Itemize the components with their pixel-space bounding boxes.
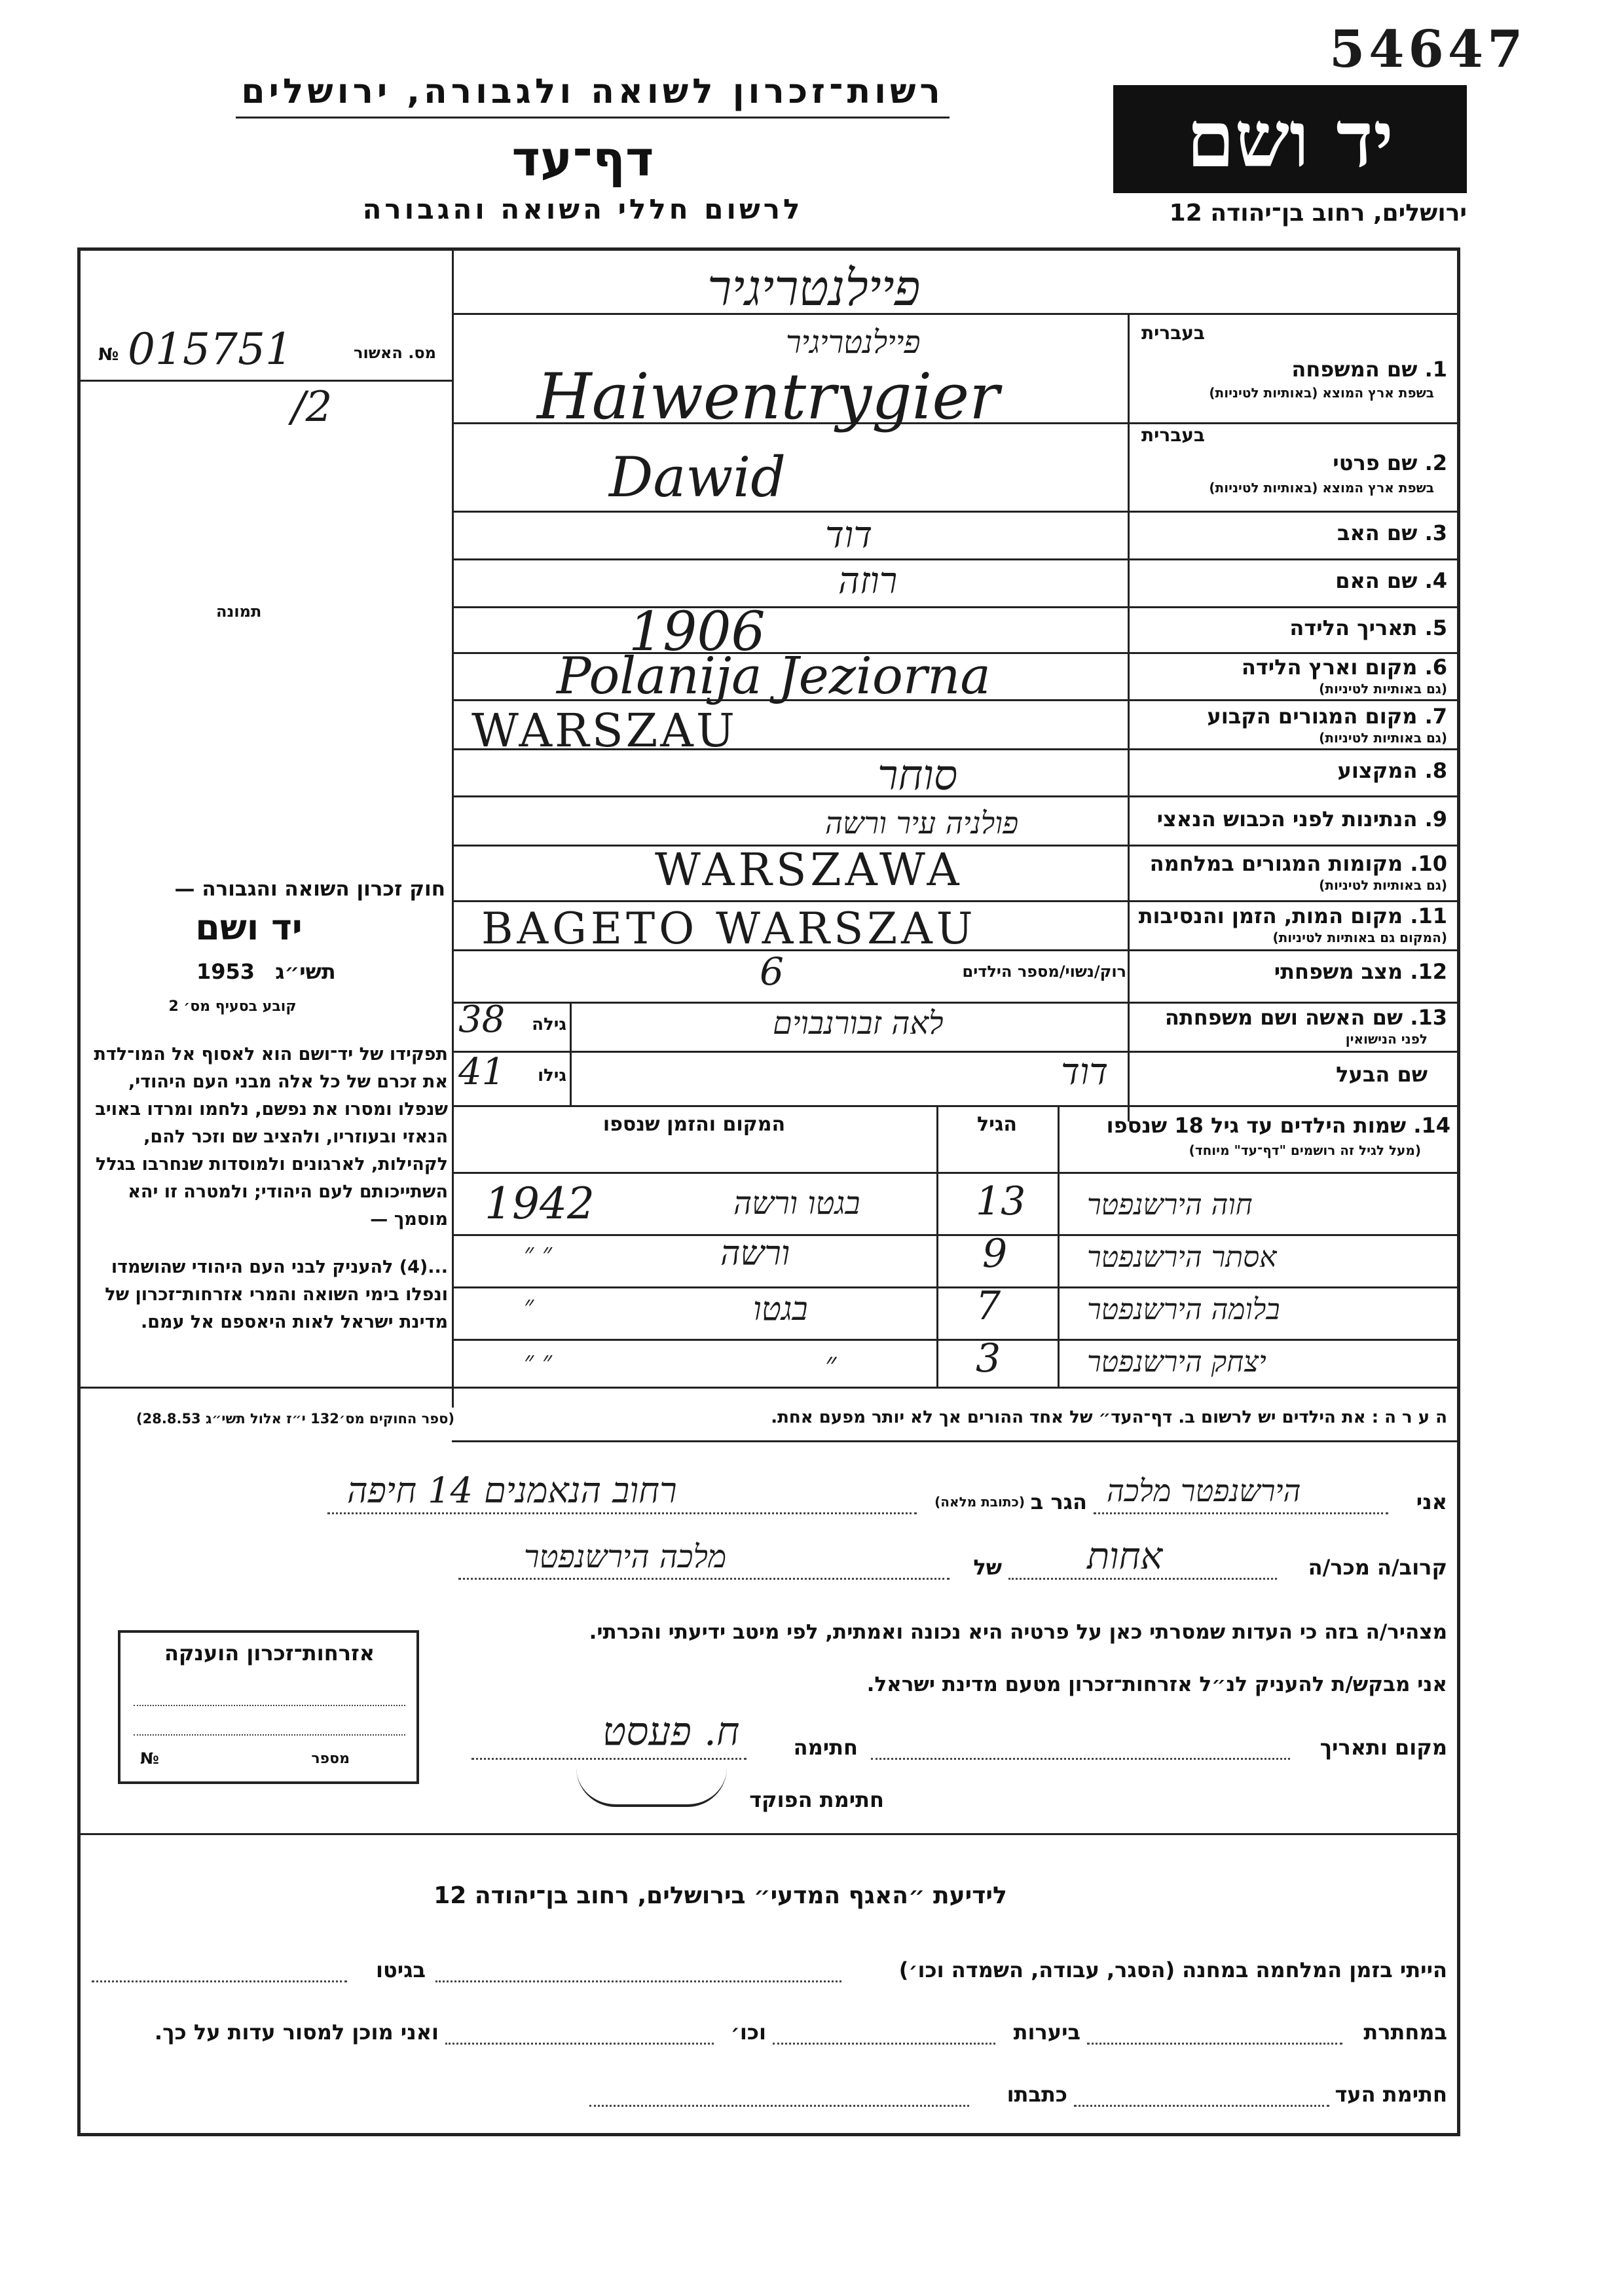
decl-official-sig: חתימת הפוקד (749, 1787, 884, 1812)
children-col-name-divider (1058, 1105, 1060, 1387)
bottom-line2-c: וכו׳ (730, 2020, 766, 2045)
field-8-number: 8. (1424, 758, 1447, 783)
children-sub: (מעל לגיל זה רושמים "דף־עד" מיוחד) (1189, 1142, 1421, 1158)
address: ירושלים, רחוב בן־יהודה 12 (1169, 200, 1467, 227)
field-4-label (1139, 568, 1447, 593)
children-col-place: המקום והזמן שנספו (602, 1113, 786, 1136)
law-ref: (ספר החוקים מס׳132 י״ז אלול תשי״ג 28.8.53) (136, 1411, 454, 1427)
field-6-sub: (גם באותיות לטיניות) (1319, 681, 1447, 697)
children-text: שמות הילדים עד גיל 18 שנספו (1106, 1113, 1407, 1138)
child-place: בגטו ורשה (733, 1185, 860, 1222)
field-line (452, 511, 1460, 513)
field-3-value: דוד (825, 514, 873, 556)
field-10-text: מקומות המגורים במלחמה (1149, 851, 1403, 876)
citizenship-box-number: מספר (311, 1751, 350, 1767)
field-1-label (1139, 357, 1447, 382)
name-top: פיילנטריגיר (707, 259, 921, 317)
bottom-line1-b: בגיטו (376, 1958, 426, 1982)
field-5-text: תאריך הלידה (1289, 615, 1418, 640)
field-10-label (1139, 851, 1447, 876)
official-signature-mark (576, 1764, 727, 1807)
child-place: בגטו (753, 1290, 808, 1328)
child-name: אסתר הירשנפטר (1087, 1241, 1277, 1274)
decl-address-value: רחוב הנאמנים 14 חיפה (347, 1470, 677, 1511)
form-title: דף־עד (511, 131, 654, 187)
bottom-line2-d: ואני מוכן למסור עדות על כך. (154, 2020, 439, 2045)
field-1-text: שם המשפחה (1291, 357, 1418, 382)
field-8-text: המקצוע (1337, 758, 1418, 783)
husband-label: שם הבעל (1336, 1062, 1428, 1087)
decl-place-date: מקום ותאריך (1320, 1735, 1447, 1760)
yad-vashem-logo (1113, 85, 1467, 193)
child-age: 7 (976, 1283, 1001, 1329)
law-section: קובע בסעיף מס׳ 2 (168, 998, 297, 1015)
field-7-text: מקום המגורים הקבוע (1207, 704, 1418, 729)
field-line (452, 1051, 1460, 1053)
bottom-line2-a: במחתרת (1363, 2020, 1447, 2045)
field-line (452, 558, 1460, 560)
bottom-line2-b: ביערות (1013, 2020, 1080, 2045)
bottom-title: לידיעת ״האגף המדעי״ בירושלים, רחוב בן־יהודה 12 (434, 1882, 1007, 1909)
field-6-text: מקום וארץ הלידה (1241, 655, 1418, 680)
decl-of: של (973, 1555, 1002, 1580)
field-7-label (1139, 704, 1447, 729)
field-8-value: סוחר (877, 752, 958, 800)
photo-label: תמונה (216, 602, 262, 621)
field-line (452, 1105, 1460, 1107)
child-age: 9 (982, 1231, 1008, 1277)
field-4-number: 4. (1424, 568, 1447, 593)
decl-signature-value: ח. פעסט (602, 1709, 740, 1755)
children-row-line (452, 1286, 1460, 1288)
field-11-value: BAGETO WARSZAU (481, 903, 977, 954)
field-2-tag: בעברית (1141, 424, 1205, 446)
field-3-text: שם האב (1337, 520, 1418, 545)
name-band-line (452, 313, 1460, 315)
bottom-line1: הייתי בזמן המלחמה במחנה (הסגר, עבודה, השמדה וכו׳) (898, 1958, 1447, 1982)
field-1-number: 1. (1424, 357, 1447, 382)
logo-text: יד ושם (1186, 94, 1394, 185)
field-4-text: שם האם (1335, 568, 1418, 593)
bottom-line2-dots-b (773, 2043, 995, 2045)
child-name: בלומה הירשנפטר (1087, 1293, 1280, 1326)
field-line (452, 1002, 1460, 1004)
field-11-label (1139, 903, 1447, 928)
field-1-sub: בשפת ארץ המוצא (באותיות לטיניות) (1209, 385, 1434, 401)
children-col-age: הגיל (977, 1113, 1017, 1136)
field-10-number: 10. (1410, 851, 1447, 876)
child-date: ״ ״ (524, 1346, 553, 1376)
law-name: יד ושם (195, 907, 303, 948)
decl-of-value: מלכה הירשנפטר (524, 1539, 727, 1575)
field-1-value: Haiwentrygier (537, 360, 1000, 433)
decl-relation-line (1008, 1578, 1277, 1580)
field-9-text: הנתינות לפני הכבוש הנאצי (1156, 807, 1418, 831)
children-col-age-divider (936, 1105, 938, 1387)
field-5-value: 1906 (629, 601, 766, 663)
field-line (452, 606, 1460, 608)
law-year-heb: תשי״ג (275, 959, 336, 984)
husband-age-label: גילו (538, 1066, 566, 1085)
bottom-line1-dots-a (92, 1980, 347, 1982)
bottom-line2-dots-c (445, 2043, 714, 2045)
child-age: 3 (976, 1336, 1001, 1381)
box-line (134, 1705, 405, 1706)
field-11-number: 11. (1410, 903, 1447, 928)
field-12-extra: רוק/נשוי/מספר הילדים (962, 962, 1126, 981)
field-11-sub: (המקום גם באותיות לטיניות) (1272, 930, 1447, 945)
bottom-line3-b: כתבתו (1006, 2082, 1067, 2107)
children-number: 14. (1413, 1113, 1450, 1138)
field-2-value: Dawid (609, 445, 786, 509)
child-age: 13 (976, 1178, 1026, 1224)
field-13-text: שם האשה ושם משפחתה (1164, 1005, 1403, 1030)
bottom-section-line (77, 1833, 1460, 1835)
decl-place-date-line (871, 1758, 1290, 1760)
bottom-line3-a: חתימת העד (1335, 2082, 1447, 2107)
field-12-value: 6 (760, 949, 784, 994)
field-2-text: שם פרטי (1333, 450, 1418, 475)
bottom-line3-dots-b (589, 2105, 969, 2107)
age-divider (570, 1002, 572, 1105)
field-13-label (1139, 1005, 1447, 1030)
children-end-line (77, 1387, 1460, 1389)
field-13-number: 13. (1410, 1005, 1447, 1030)
field-2-label (1139, 450, 1447, 475)
children-label (1064, 1113, 1450, 1138)
field-9-number: 9. (1424, 807, 1447, 831)
decl-relative: קרוב/ה מכר/ה (1308, 1555, 1447, 1580)
field-13-sub: לפני הנישואין (1345, 1031, 1428, 1047)
decl-relation-value: אחות (1087, 1535, 1163, 1578)
husband-age: 41 (458, 1051, 506, 1093)
field-6-number: 6. (1424, 655, 1447, 680)
field-6-value: Polanija Jeziorna (557, 647, 991, 706)
org-underline (236, 117, 950, 118)
field-12-number: 12. (1410, 959, 1447, 984)
children-row-line (452, 1234, 1460, 1236)
no-sign: № (98, 345, 119, 365)
field-2-sub: בשפת ארץ המוצא (באותיות לטיניות) (1209, 480, 1434, 496)
children-header-line (452, 1172, 1460, 1174)
field-3-label (1139, 520, 1447, 545)
decl-of-line (458, 1578, 950, 1580)
citizenship-box-title: אזרחות־זכרון הוענקה (164, 1641, 375, 1666)
children-note: ה ע ר ה : את הילדים יש לרשום ב. דף־העד״ של אחד ההורים אך לא יותר מפעם אחת. (771, 1408, 1447, 1427)
child-name: יצחק הירשנפטר (1087, 1345, 1266, 1379)
field-7-sub: (גם באותיות לטיניות) (1319, 730, 1447, 746)
field-10-sub: (גם באותיות לטיניות) (1319, 877, 1447, 893)
form-subtitle: לרשום חללי השואה והגבורה (362, 193, 803, 225)
field-2-number: 2. (1424, 450, 1447, 475)
field-12-text: מצב משפחתי (1274, 959, 1403, 984)
page-mark: /2 (291, 383, 333, 431)
field-8-label (1139, 758, 1447, 783)
decl-statement-1: מצהיר/ה בזה כי העדות שמסרתי כאן על פרטיה היא נכונה ואמתית, לפי מיטב ידיעתי והכרתי. (589, 1620, 1447, 1644)
bottom-line1-dots-b (435, 1980, 841, 1982)
field-7-number: 7. (1424, 704, 1447, 729)
field-1-tag: בעברית (1141, 322, 1205, 344)
citizenship-box-no: № (140, 1749, 159, 1768)
note-line (452, 1440, 1460, 1442)
law-year-number: 1953 (196, 959, 255, 984)
field-10-value: WARSZAWA (655, 845, 963, 896)
field-line (452, 900, 1460, 902)
decl-ani-value: הירשנפטר מלכה (1107, 1473, 1301, 1508)
child-place: ״ (825, 1345, 837, 1381)
approval-number: 015751 (128, 324, 293, 374)
approval-line (77, 380, 452, 382)
children-row-line (452, 1339, 1460, 1341)
decl-signature-line (471, 1758, 747, 1760)
field-3-number: 3. (1424, 520, 1447, 545)
field-13-age: 38 (458, 998, 506, 1041)
law-title: חוק זכרון השואה והגבורה — (174, 877, 445, 901)
law-text-2: ...(4) להעניק לבני העם היהודי שהושמדו ונפלו בימי השואה והמרי אזרחות־זכרון של מדינת ישראל לאות היאספם אל עמם. (105, 1257, 448, 1332)
decl-address-line (327, 1512, 917, 1514)
field-6-label (1139, 655, 1447, 680)
archive-number: 54647 (1329, 20, 1527, 79)
decl-ani: אני (1416, 1489, 1447, 1514)
child-place: ורשה (720, 1234, 790, 1273)
box-line (134, 1734, 405, 1736)
bottom-line3-dots-a (1074, 2105, 1329, 2107)
child-date: ״ ״ (524, 1238, 553, 1268)
decl-signature: חתימה (793, 1735, 858, 1760)
decl-lives: הגר ב (1030, 1489, 1087, 1514)
labels-divider (1128, 313, 1130, 1121)
org-line: רשות־זכרון לשואה ולגבורה, ירושלים (241, 72, 944, 111)
child-date: ״ (524, 1290, 534, 1321)
child-name: חוה הירשנפטר (1087, 1188, 1253, 1222)
law-text: תפקידו של יד־ושם הוא לאסוף אל המו־לדת את זכרם של כל אלה מבני העם היהודי, שנפלו ומסרו את נפשם, נלחמו ומרדו באויב הנאזי ובעוזריו, ולהציב שם וזכר להם, לקהילות, לארגונים ולמוסדות שנחרבו בגלל השתייכותם לעם היהודי; ולמטרה זו יהא מוסמך — (94, 1044, 448, 1230)
field-1-value-heb: פיילנטריגיר (786, 324, 921, 361)
field-7-value: WARSZAU (471, 704, 737, 757)
field-11-text: מקום המות, הזמן והנסיבות (1138, 903, 1403, 928)
field-4-value: רוזה (838, 560, 898, 602)
child-date: 1942 (485, 1178, 595, 1229)
field-9-label (1139, 807, 1447, 831)
approval-label: מס. האשור (354, 344, 436, 362)
law-year (196, 959, 336, 984)
decl-ani-line (1094, 1512, 1388, 1514)
field-13-age-label: גילה (532, 1015, 566, 1034)
citizenship-box (118, 1630, 419, 1784)
decl-addr-hint: (כתובת מלאה) (934, 1494, 1025, 1510)
bottom-line2-dots-a (1087, 2043, 1342, 2045)
field-5-number: 5. (1424, 615, 1447, 640)
decl-statement-2: אני מבקש/ת להעניק לנ״ל אזרחות־זכרון מטעם מדינת ישראל. (866, 1673, 1447, 1696)
field-12-label (1139, 959, 1447, 984)
husband-value: דוד (1061, 1051, 1109, 1093)
field-5-label (1139, 615, 1447, 640)
field-13-value: לאה זבורנבוים (773, 1005, 944, 1042)
field-9-value: פולניה עיר ורשה (825, 805, 1019, 841)
